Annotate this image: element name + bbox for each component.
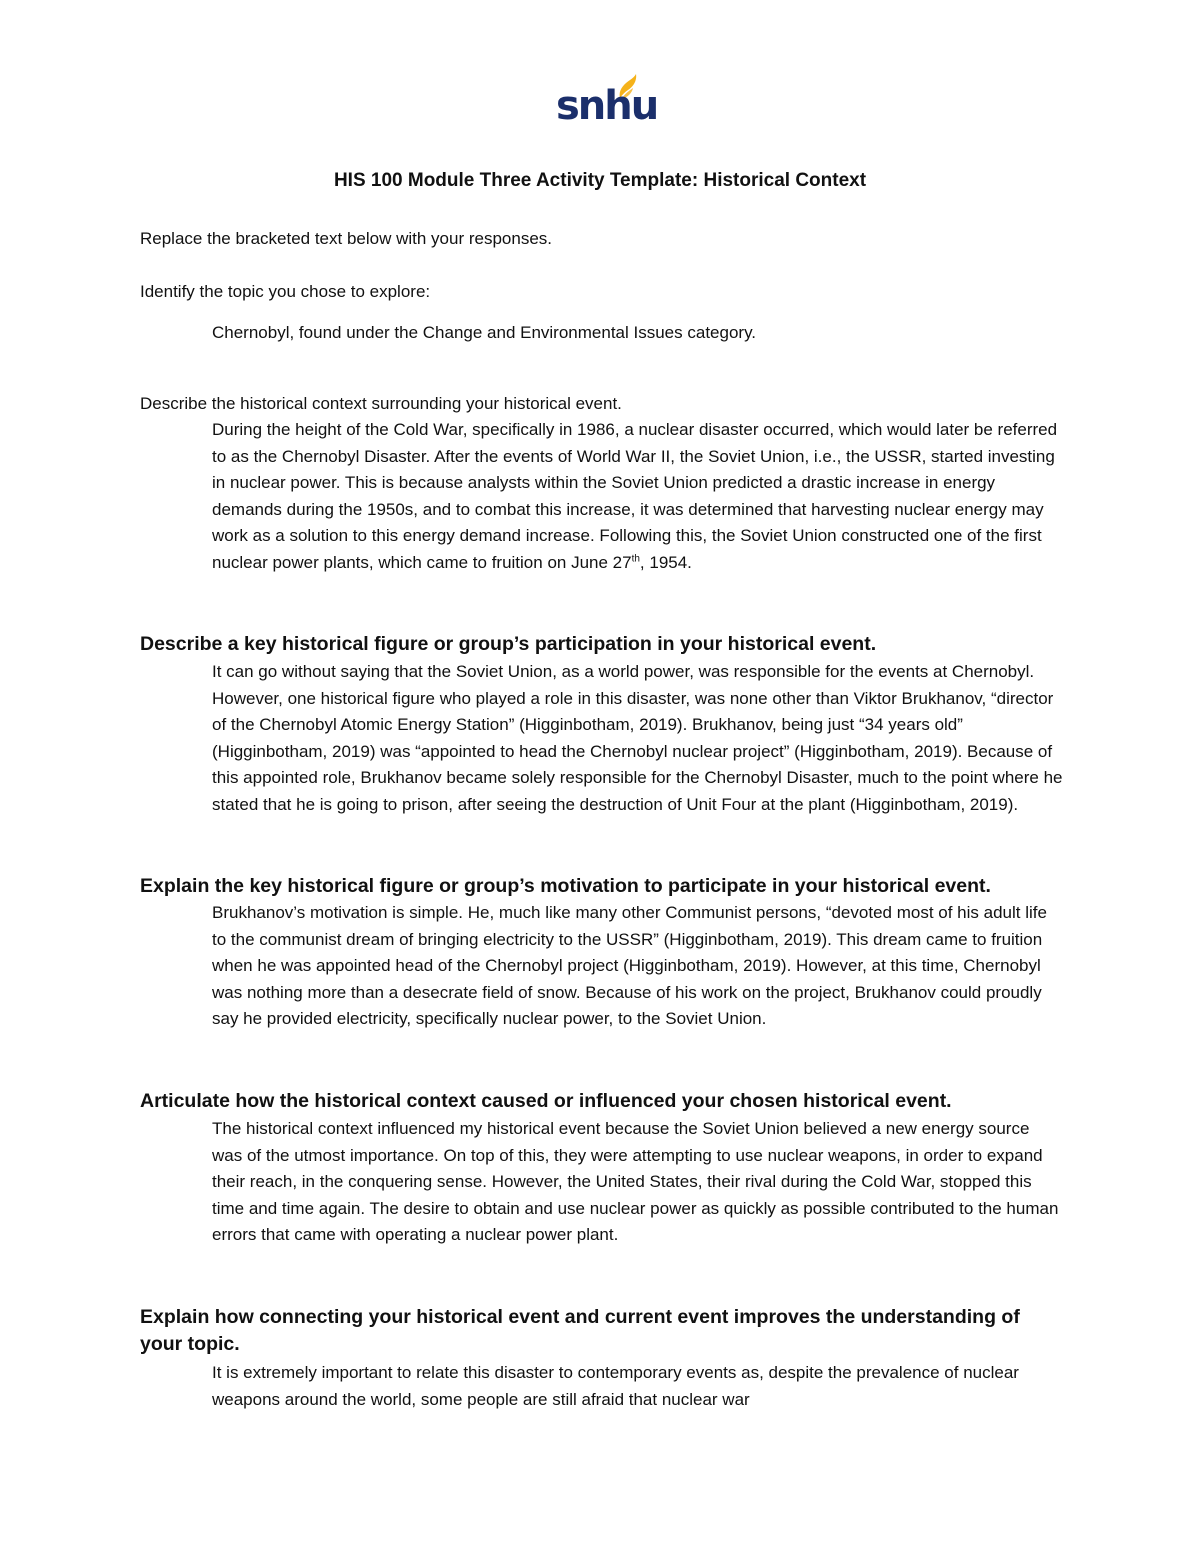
instructions-text: Replace the bracketed text below with your responses.	[140, 229, 553, 248]
section-heading-context: Describe the historical context surrounding your historical event.	[140, 394, 622, 413]
topic-answer: Chernobyl, found under the Change and Environmental Issues category.	[212, 323, 757, 342]
section-body-connection: It is extremely important to relate this disaster to contemporary events as, despite the prevalence of nuclear weapons around the world, some people are still afraid that nuclear war	[212, 1363, 1019, 1409]
section-heading-connection: Explain how connecting your historical event and current event improves the understanding of your topic.	[140, 1306, 1020, 1355]
section-body-context: During the height of the Cold War, specifically in 1986, a nuclear disaster occurred, which would later be referred to as the Chernobyl Disaster. After the events of World War II, the Soviet Union, i.e., the USSR, started investing in nuclear power. This is because analysts within the Soviet Union predicted a drastic increase in energy demands during the 1950s, and to combat this increase, it was determined that harvesting nuclear energy may work as a solution to this energy demand increase. Following this, the Soviet Union constructed one of the first nuclear power plants, which came to fruition on June 27th, 1954.	[212, 420, 1058, 572]
section-body-figure: It can go without saying that the Soviet Union, as a world power, was responsible for the events at Chernobyl. However, one historical figure who played a role in this disaster, was none other than Viktor Brukhanov, “director of the Chernobyl Atomic Energy Station” (Higginbotham, 2019). Brukhanov, being just “34 years old” (Higginbotham, 2019) was “appointed to head the Chernobyl nuclear project” (Higginbotham, 2019). Because of this appointed role, Brukhanov became solely responsible for the Chernobyl Disaster, much to the point where he stated that he is going to prison, after seeing the destruction of Unit Four at the plant (Higginbotham, 2019).	[212, 662, 1063, 814]
section-body-motivation: Brukhanov’s motivation is simple. He, much like many other Communist persons, “devoted most of his adult life to the communist dream of bringing electricity to the USSR” (Higginbotham, 2019). This dream came to fruition when he was appointed head of the Chernobyl project (Higginbotham, 2019). However, at this time, Chernobyl was nothing more than a desecrate field of snow. Because of his work on the project, Brukhanov could proudly say he provided electricity, specifically nuclear power, to the Soviet Union.	[212, 903, 1047, 1028]
snhu-logo	[550, 72, 658, 136]
section-heading-motivation: Explain the key historical figure or group’s motivation to participate in your historical event.	[140, 875, 991, 897]
topic-prompt: Identify the topic you chose to explore:	[140, 282, 431, 301]
section-heading-figure: Describe a key historical figure or group’s participation in your historical event.	[140, 633, 877, 655]
section-heading-influence: Articulate how the historical context caused or influenced your chosen historical event.	[140, 1090, 952, 1112]
document-title: HIS 100 Module Three Activity Template: Historical Context	[333, 170, 867, 191]
section-body-influence: The historical context influenced my historical event because the Soviet Union believed a new energy source was of the utmost importance. On top of this, they were attempting to use nuclear weapons, in order to expand their reach, in the conquering sense. However, the United States, their rival during the Cold War, stopped this time and time again. The desire to obtain and use nuclear power as quickly as possible contributed to the human errors that came with operating a nuclear power plant.	[212, 1119, 1059, 1244]
logo-text: snhu	[556, 83, 658, 129]
